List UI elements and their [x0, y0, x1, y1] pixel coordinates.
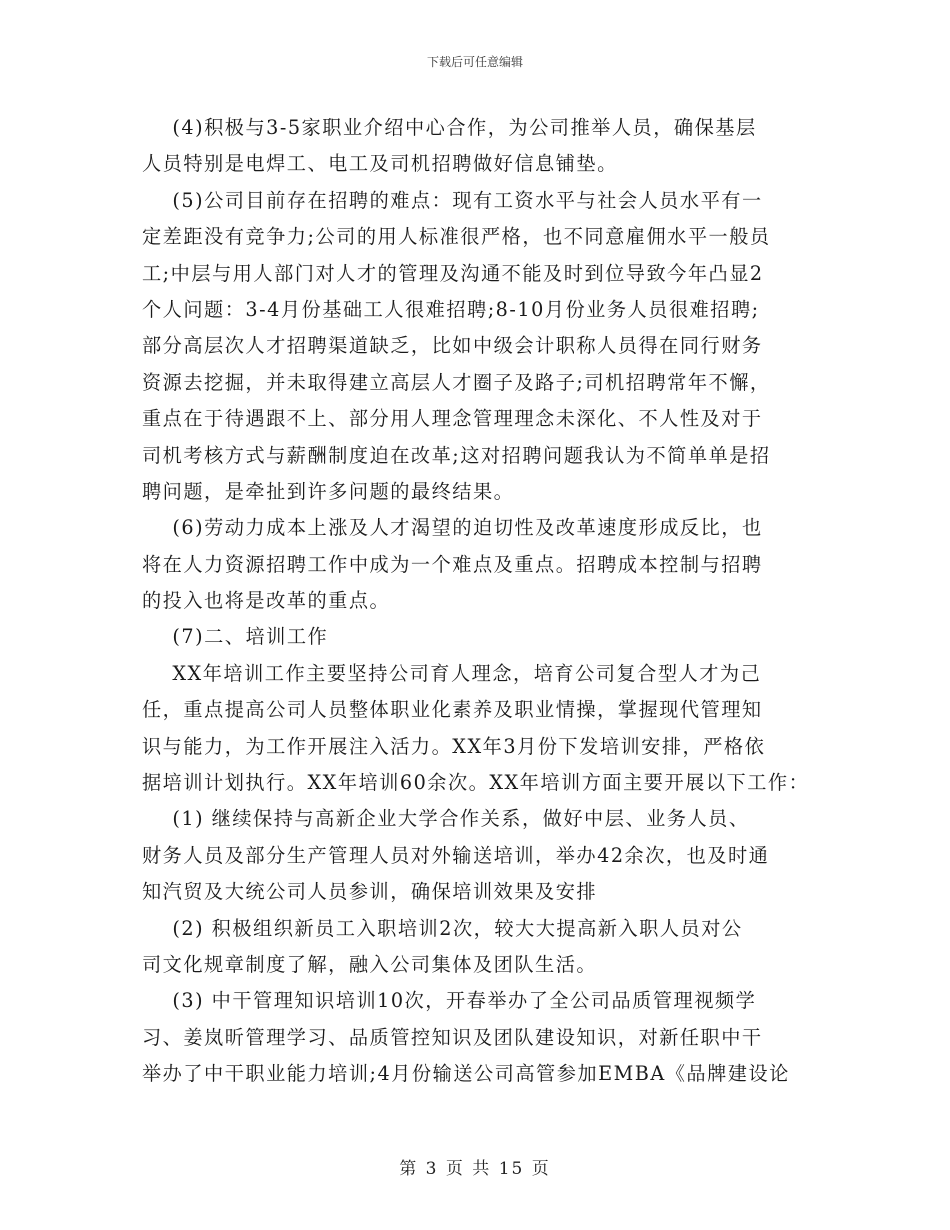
- text-line: 识与能力，为工作开展注入活力。XX年3月份下发培训安排，严格依: [142, 734, 766, 758]
- text-line: 工;中层与用人部门对人才的管理及沟通不能及时到位导致今年凸显2: [142, 261, 764, 285]
- document-body: [142, 110, 812, 1093]
- text-line: (6)劳动力成本上涨及人才渴望的迫切性及改革速度形成反比，也: [142, 516, 763, 540]
- text-line: 举办了中干职业能力培训;4月份输送公司高管参加EMBA《品牌建设论: [142, 1062, 790, 1086]
- text-line: (1) 继续保持与高新企业大学合作关系，做好中层、业务人员、: [142, 807, 750, 831]
- text-line: 个人问题：3-4月份基础工人很难招聘;8-10月份业务人员很难招聘;: [142, 297, 760, 321]
- paragraph-6: [142, 510, 812, 619]
- text-line: 财务人员及部分生产管理人员对外输送培训，举办42余次，也及时通: [142, 843, 770, 867]
- text-line: (2) 积极组织新员工入职培训2次，较大大提高新入职人员对公: [142, 916, 743, 940]
- text-line: 重点在于待遇跟不上、部分用人理念管理理念未深化、不人性及对于: [142, 407, 763, 431]
- page-number: 第 3 页 共 15 页: [399, 1159, 551, 1179]
- text-line: 将在人力资源招聘工作中成为一个难点及重点。招聘成本控制与招聘: [142, 552, 763, 576]
- text-line: 资源去挖掘，并未取得建立高层人才圈子及路子;司机招聘常年不懈，: [142, 370, 771, 394]
- text-line: 知汽贸及大统公司人员参训，确保培训效果及安排: [142, 880, 598, 904]
- text-line: 的投入也将是改革的重点。: [142, 589, 391, 613]
- paragraph-training-1: [142, 801, 812, 910]
- page-header-note: 下载后可任意编辑: [426, 55, 523, 69]
- paragraph-training-2: [142, 911, 812, 984]
- text-line: 司文化规章制度了解，融入公司集体及团队生活。: [142, 952, 598, 976]
- text-line: 司机考核方式与薪酬制度迫在改革;这对招聘问题我认为不简单单是招: [142, 443, 771, 467]
- paragraph-training-intro: [142, 656, 812, 802]
- text-line: (5)公司目前存在招聘的难点：现有工资水平与社会人员水平有一: [142, 188, 763, 212]
- section-heading: (7)二、培训工作: [142, 625, 329, 649]
- text-line: 习、姜岚昕管理学习、品质管控知识及团队建设知识，对新任职中干: [142, 1025, 763, 1049]
- text-line: 任，重点提高公司人员整体职业化素养及职业情操，掌握现代管理知: [142, 698, 763, 722]
- text-line: 据培训计划执行。XX年培训60余次。XX年培训方面主要开展以下工作：: [142, 771, 810, 795]
- text-line: (3) 中干管理知识培训10次，开春举办了全公司品质管理视频学: [142, 989, 757, 1013]
- paragraph-training-3: [142, 983, 812, 1092]
- text-line: XX年培训工作主要坚持公司育人理念，培育公司复合型人才为己: [142, 661, 762, 685]
- paragraph-7-heading: [142, 619, 812, 655]
- text-line: 人员特别是电焊工、电工及司机招聘做好信息铺垫。: [142, 152, 618, 176]
- paragraph-5: [142, 183, 812, 511]
- text-line: (4)积极与3-5家职业介绍中心合作，为公司推举人员，确保基层: [142, 116, 757, 139]
- text-line: 聘问题，是牵扯到许多问题的最终结果。: [142, 479, 515, 503]
- paragraph-4: [142, 110, 812, 183]
- text-line: 定差距没有竞争力;公司的用人标准很严格，也不同意雇佣水平一般员: [142, 225, 771, 249]
- text-line: 部分高层次人才招聘渠道缺乏，比如中级会计职称人员得在同行财务: [142, 334, 763, 358]
